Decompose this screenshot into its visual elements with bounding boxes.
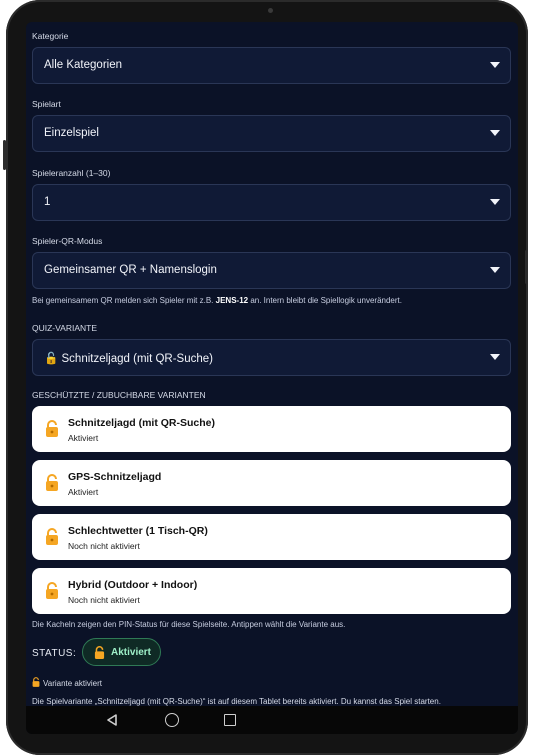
variant-status: Noch nicht aktiviert bbox=[68, 541, 140, 551]
category-value: Alle Kategorien bbox=[44, 59, 122, 71]
qr-mode-help: Bei gemeinsamem QR melden sich Spieler mit z.B. JENS-12 an. Intern bleibt die Spiellogik unverändert. bbox=[32, 296, 402, 305]
system-nav-bar bbox=[26, 706, 518, 734]
game-type-label: Spielart bbox=[32, 99, 61, 109]
variants-footnote: Die Kacheln zeigen den PIN-Status für diese Spielseite. Antippen wählt die Variante aus. bbox=[32, 620, 346, 629]
dropdown-arrow-icon bbox=[490, 62, 500, 68]
status-line bbox=[32, 677, 102, 688]
dropdown-arrow-icon bbox=[490, 130, 500, 136]
quiz-variant-label: QUIZ-VARIANTE bbox=[32, 323, 98, 333]
dropdown-arrow-icon bbox=[490, 199, 500, 205]
lock-icon bbox=[45, 474, 59, 491]
qr-mode-select[interactable] bbox=[32, 252, 511, 289]
category-select[interactable] bbox=[32, 47, 511, 84]
power-button bbox=[525, 250, 528, 284]
variant-title: GPS-Schnitzeljagd bbox=[68, 471, 162, 483]
quiz-variant-select[interactable] bbox=[32, 339, 511, 376]
variant-title: Schnitzeljagd (mit QR-Suche) bbox=[68, 417, 216, 429]
volume-button bbox=[3, 140, 6, 170]
variants-heading: GESCHÜTZTE / ZUBUCHBARE VARIANTEN bbox=[32, 390, 206, 400]
variant-title: Hybrid (Outdoor + Indoor) bbox=[68, 579, 198, 591]
status-label: STATUS: bbox=[32, 648, 77, 659]
player-count-select[interactable] bbox=[32, 184, 511, 221]
qr-mode-value: Gemeinsamer QR + Namenslogin bbox=[44, 264, 217, 276]
game-type-select[interactable] bbox=[32, 115, 511, 152]
dropdown-arrow-icon bbox=[490, 354, 500, 360]
recent-apps-icon[interactable] bbox=[224, 714, 236, 726]
variant-title: Schlechtwetter (1 Tisch-QR) bbox=[68, 525, 208, 537]
settings-form bbox=[26, 22, 518, 706]
screen bbox=[26, 22, 518, 734]
player-count-value: 1 bbox=[44, 196, 51, 208]
player-count-label: Spieleranzahl (1–30) bbox=[32, 168, 111, 178]
variant-card-schnitzeljagd[interactable] bbox=[32, 406, 511, 452]
variant-status: Aktiviert bbox=[68, 487, 99, 497]
qr-mode-label: Spieler-QR-Modus bbox=[32, 236, 103, 246]
status-line-text: Variante aktiviert bbox=[43, 679, 102, 688]
lock-icon bbox=[45, 582, 59, 599]
quiz-variant-value: 🔓 Schnitzeljagd (mit QR-Suche) bbox=[44, 353, 213, 365]
category-label: Kategorie bbox=[32, 31, 69, 41]
home-icon[interactable] bbox=[165, 713, 179, 727]
status-badge bbox=[82, 638, 161, 666]
lock-icon bbox=[45, 528, 59, 545]
tablet-frame bbox=[6, 0, 528, 755]
camera-icon bbox=[268, 8, 273, 13]
back-icon[interactable] bbox=[106, 714, 118, 726]
dropdown-arrow-icon bbox=[490, 267, 500, 273]
variant-card-schlechtwetter[interactable] bbox=[32, 514, 511, 560]
variant-status: Aktiviert bbox=[68, 433, 99, 443]
status-message: Die Spielvariante „Schnitzeljagd (mit QR-Suche)“ ist auf diesem Tablet bereits aktiviert. Du kannst das Spiel starten. bbox=[32, 697, 441, 706]
variant-card-gps[interactable] bbox=[32, 460, 511, 506]
lock-icon bbox=[94, 646, 105, 659]
lock-icon bbox=[32, 677, 40, 687]
variant-card-hybrid[interactable] bbox=[32, 568, 511, 614]
lock-icon bbox=[45, 420, 59, 437]
variant-status: Noch nicht aktiviert bbox=[68, 595, 140, 605]
game-type-value: Einzelspiel bbox=[44, 127, 99, 139]
status-badge-label: Aktiviert bbox=[111, 647, 152, 658]
